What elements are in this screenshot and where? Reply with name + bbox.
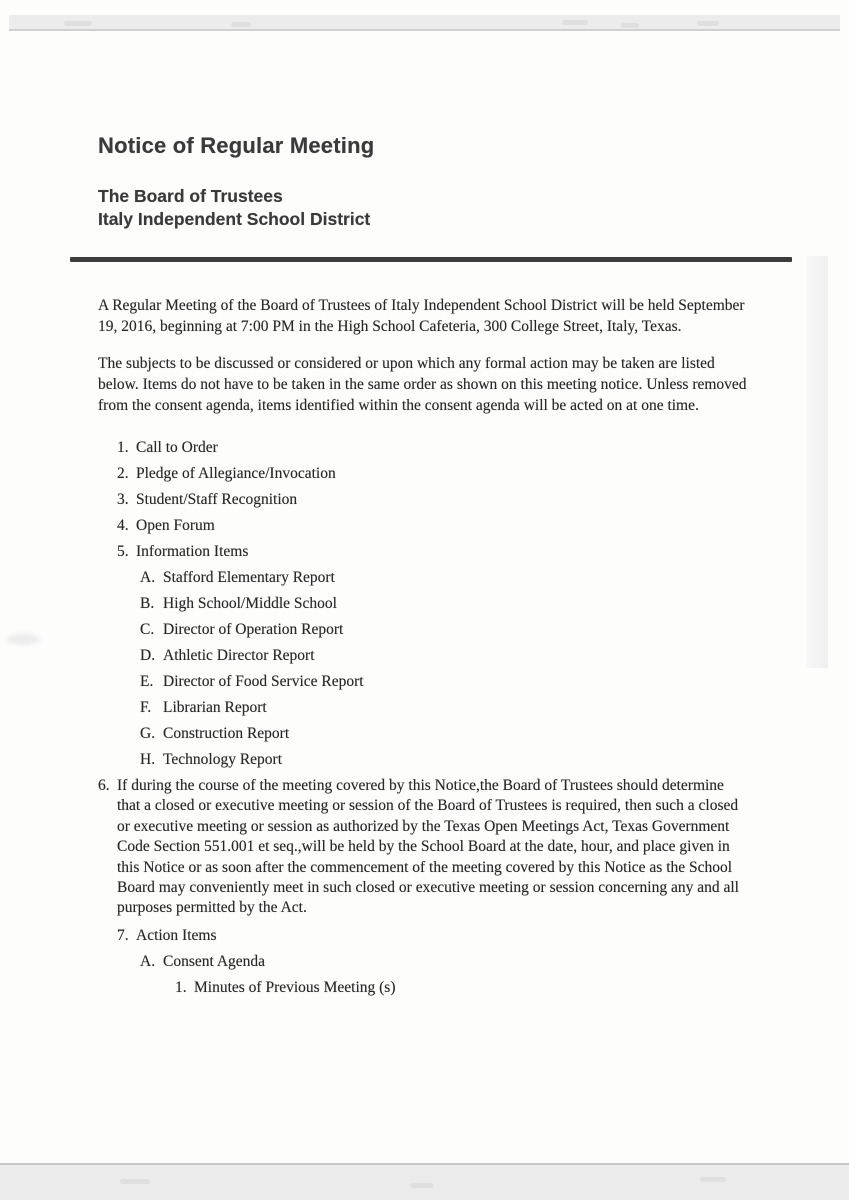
agenda-item-text: Call to Order: [136, 439, 218, 456]
agenda-item-number: 6.: [98, 777, 110, 794]
scan-artifact-bottom-band: [0, 1163, 849, 1200]
agenda-item-number: 4.: [117, 517, 129, 534]
org-name-line2: Italy Independent School District: [98, 209, 371, 229]
agenda-item-5g: [140, 721, 798, 747]
agenda-item-5b: [140, 591, 798, 617]
subjects-paragraph: The subjects to be discussed or considered or upon which any formal action may be taken are listed below. Items do not have to be taken in the same order as shown on this meeting notice. Unless removed from the consent agenda, items identified within the consent agenda will be acted on at one time.: [98, 355, 747, 414]
agenda-item-text: Consent Agenda: [163, 952, 266, 970]
agenda-item-text: If during the course of the meeting covered by this Notice,the Board of Trustees should determine that a closed or executive meeting or session of the Board of Trustees is required, then such a closed or executive meeting or session as authorized by the Texas Open Meetings Act, Texas Government Code Section 551.001 et seq.,will be held by the School Board at the date, hour, and place given in this Notice or as soon after the commencement of the meeting covered by this Notice as the School Board may conveniently meet in such closed or executive meeting or session concerning any and all purposes permitted by the Act.: [117, 777, 739, 917]
scan-smudge: [697, 21, 719, 26]
agenda-item-5e: [140, 669, 798, 695]
agenda-item-text: Director of Operation Report: [163, 621, 344, 638]
agenda-item-letter: A.: [140, 952, 156, 970]
agenda-item-text: Stafford Elementary Report: [163, 569, 335, 586]
agenda-item-number: 7.: [117, 926, 129, 944]
page-title: Notice of Regular Meeting: [98, 133, 375, 158]
agenda-item-7: [117, 923, 798, 949]
agenda-item-text: Librarian Report: [163, 699, 267, 716]
agenda-item-number: 1.: [117, 439, 129, 456]
agenda-item-text: Construction Report: [163, 725, 290, 742]
agenda-item-letter: D.: [140, 647, 156, 664]
scan-smudge: [621, 23, 639, 28]
agenda-item-text: Information Items: [136, 543, 249, 560]
scan-smudge: [410, 1183, 434, 1188]
scan-artifact-left-smudge: [6, 634, 40, 645]
scan-artifact-top-band: [9, 15, 840, 31]
agenda-item-7a1: [175, 975, 798, 1001]
scan-smudge: [231, 22, 251, 27]
agenda-item-letter: G.: [140, 725, 156, 742]
agenda-item-letter: B.: [140, 595, 155, 612]
agenda-item-number: 3.: [117, 491, 129, 508]
agenda-item-text: Athletic Director Report: [163, 647, 315, 664]
agenda-item-text: Action Items: [136, 926, 217, 944]
agenda-item-number: 5.: [117, 543, 129, 560]
scan-smudge: [64, 21, 92, 26]
scan-smudge: [700, 1177, 726, 1182]
agenda-item-4: [117, 513, 798, 539]
document-content: [98, 133, 798, 1001]
agenda-item-letter: H.: [140, 751, 156, 768]
agenda-item-text: Minutes of Previous Meeting (s): [194, 978, 396, 996]
agenda-item-number: 1.: [175, 978, 187, 996]
agenda-item-2: [117, 461, 798, 487]
header-divider-rule: [70, 257, 792, 262]
agenda-item-5d: [140, 643, 798, 669]
agenda-item-5c: [140, 617, 798, 643]
meeting-details-paragraph: A Regular Meeting of the Board of Trustees of Italy Independent School District will be held September 19, 2016, beginning at 7:00 PM in the High School Cafeteria, 300 College Street, Italy, Texas.: [98, 297, 745, 335]
agenda-item-6: [98, 776, 798, 919]
agenda-item-3: [117, 487, 798, 513]
agenda-item-1: [117, 435, 798, 461]
agenda-item-letter: C.: [140, 621, 155, 638]
agenda-list: [98, 435, 798, 1001]
agenda-item-7a: [140, 949, 798, 975]
agenda-item-5a: [140, 565, 798, 591]
agenda-item-letter: E.: [140, 673, 154, 690]
agenda-item-text: Student/Staff Recognition: [136, 491, 298, 508]
org-name-line1: The Board of Trustees: [98, 186, 283, 206]
scan-artifact-right-shadow: [806, 256, 828, 668]
agenda-item-5f: [140, 695, 798, 721]
agenda-item-5h: [140, 747, 798, 773]
agenda-item-text: Technology Report: [163, 751, 283, 768]
agenda-item-text: Pledge of Allegiance/Invocation: [136, 465, 336, 482]
scan-smudge: [120, 1179, 150, 1184]
agenda-item-letter: F.: [140, 699, 152, 716]
agenda-item-text: High School/Middle School: [163, 595, 337, 612]
agenda-item-letter: A.: [140, 569, 156, 586]
agenda-item-number: 2.: [117, 465, 129, 482]
agenda-item-text: Director of Food Service Report: [163, 673, 364, 690]
agenda-item-text: Open Forum: [136, 517, 215, 534]
agenda-item-5: [117, 539, 798, 565]
scan-smudge: [562, 20, 588, 25]
